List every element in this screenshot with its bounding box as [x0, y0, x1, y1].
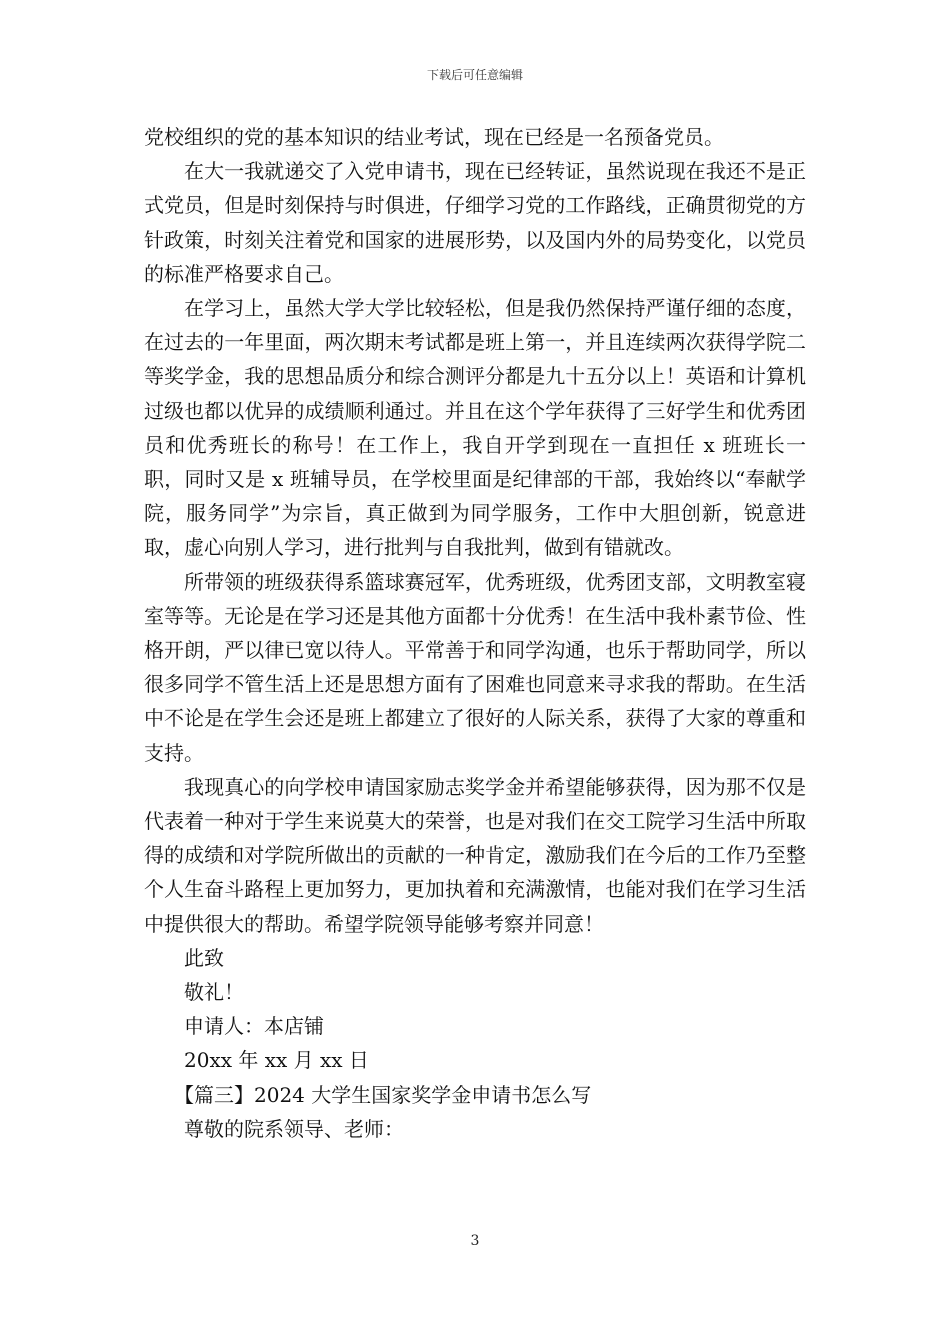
- document-body: [144, 120, 806, 1146]
- paragraph-continuation: 党校组织的党的基本知识的结业考试，现在已经是一名预备党员。: [144, 125, 724, 149]
- page-number: 3: [470, 1233, 480, 1249]
- closing-jingli: 敬礼！: [184, 980, 244, 1005]
- paragraph-study-work: 在学习上，虽然大学大学比较轻松，但是我仍然保持严谨仔细的态度，在过去的一年里面，两次期末考试都是班上第一，并且连续两次获得学院二等奖学金，我的思想品质分和综合测评分都是九十五分以上！英语和计算机过级也都以优异的成绩顺利通过。并且在这个学年获得了三好学生和优秀团员和优秀班长的称号！在工作上，我自开学到现在一直担任 x 班班长一职，同时又是 x 班辅导员，在学校里面是纪律部的干部，我始终以“奉献学院，服务同学”为宗旨，真正做到为同学服务，工作中大胆创新，锐意进取，虚心向别人学习，进行批判与自我批判，做到有错就改。: [144, 296, 806, 560]
- paragraph-class-life: 所带领的班级获得系篮球赛冠军，优秀班级，优秀团支部，文明教室寝室等等。无论是在学习还是其他方面都十分优秀！在生活中我朴素节俭、性格开朗，严以律已宽以待人。平常善于和同学沟通，也乐于帮助同学，所以很多同学不管生活上还是思想方面有了困难也同意来寻求我的帮助。在生活中不论是在学生会还是班上都建立了很好的人际关系，获得了大家的尊重和支持。: [144, 569, 806, 765]
- date-line: 20xx 年 xx 月 xx 日: [184, 1048, 369, 1073]
- paragraph-party: 在大一我就递交了入党申请书，现在已经转证，虽然说现在我还不是正式党员，但是时刻保持与时俱进，仔细学习党的工作路线，正确贯彻党的方针政策，时刻关注着党和国家的进展形势，以及国内外的局势变化，以党员的标准严格要求自己。: [144, 159, 806, 286]
- closing-cizhi: 此致: [184, 945, 224, 970]
- paragraph-request: 我现真心的向学校申请国家励志奖学金并希望能够获得，因为那不仅是代表着一种对于学生来说莫大的荣誉，也是对我们在交工院学习生活中所取得的成绩和对学院所做出的贡献的一种肯定，激励我们在今后的工作乃至整个人生奋斗路程上更加努力，更加执着和充满激情，也能对我们在学习生活中提供很大的帮助。希望学院领导能够考察并同意！: [144, 774, 806, 936]
- page-header: 下载后可任意编辑: [426, 68, 523, 82]
- applicant-line: 申请人：本店铺: [184, 1014, 324, 1039]
- section-title: 【篇三】2024 大学生国家奖学金申请书怎么写: [174, 1082, 592, 1107]
- salutation: 尊敬的院系领导、老师：: [184, 1116, 404, 1141]
